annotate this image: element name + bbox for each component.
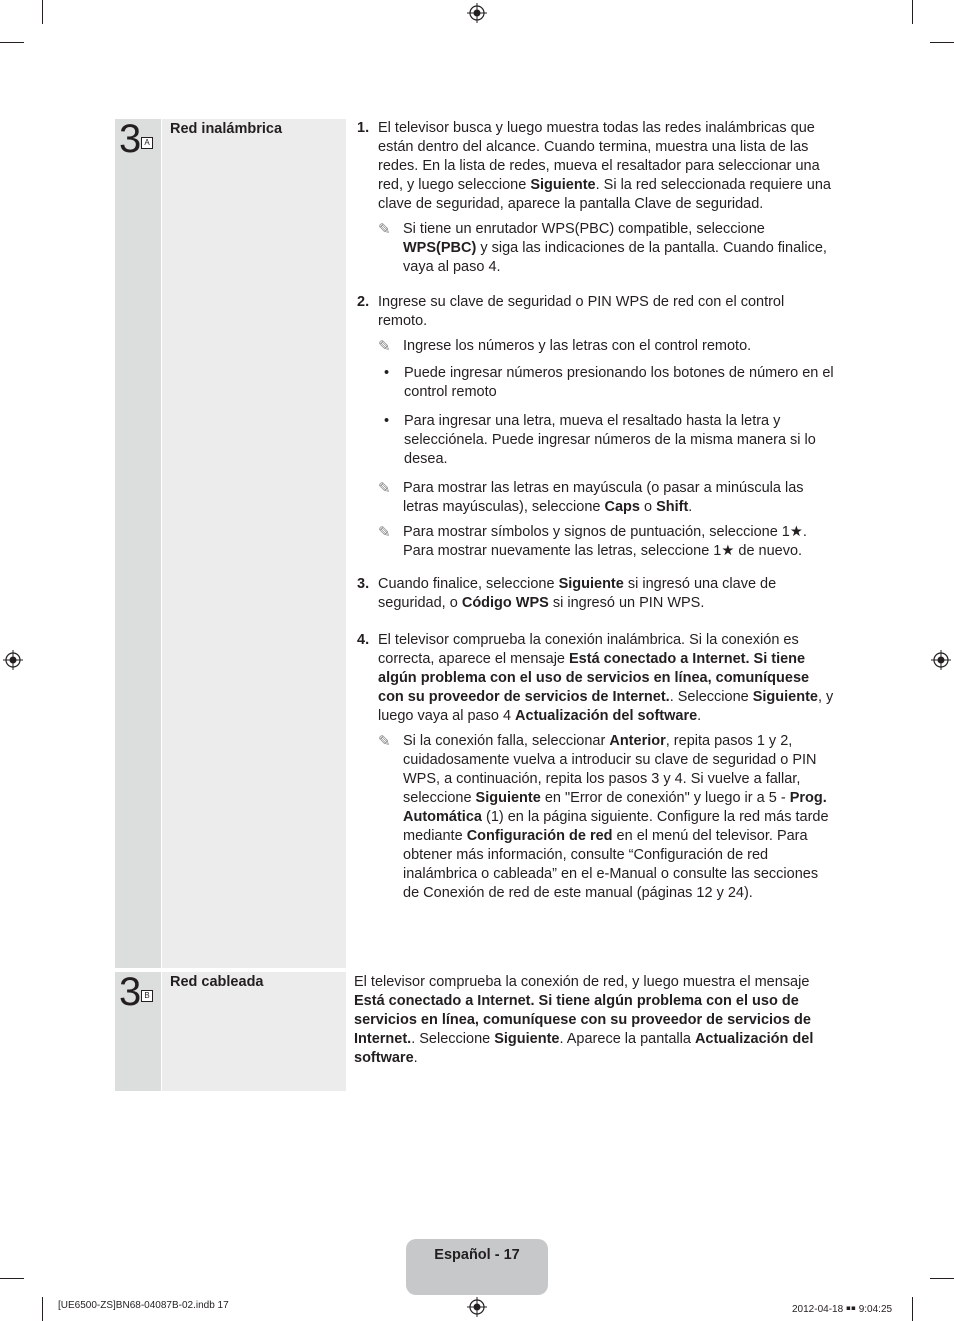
note-text: y siga las indicaciones de la pantalla. Cuando finalice, vaya al paso 4. [403, 240, 827, 275]
pencil-note-icon: ✎ [378, 733, 391, 750]
registration-mark-icon [467, 3, 487, 23]
list-item [354, 293, 834, 561]
step-number: 3 [119, 970, 142, 1014]
crop-mark [0, 1278, 24, 1279]
bullet-icon: • [384, 413, 390, 429]
crop-mark [0, 42, 24, 43]
print-slug-right: 2012-04-18 ￭￭ 9:04:25 [792, 1304, 893, 1315]
list-item [354, 119, 834, 277]
bullet-text: Para ingresar una letra, mueva el resaltado hasta la letra y selecciónela. Puede ingresar números de la misma manera si lo desea. [404, 413, 816, 467]
step-label-cell [162, 972, 346, 1091]
crop-mark [930, 42, 954, 43]
note-text: en "Error de conexión" y luego ir a 5 - [540, 790, 790, 806]
note-text: en el menú del televisor. Para obtener más información, consulte “Configuración de red inalámbrica o cableada” en el e-Manual o consulte las secciones de Conexión de red de este manual (páginas 12 y 24). [403, 828, 819, 901]
crop-mark [930, 1278, 954, 1279]
note [378, 732, 834, 903]
pencil-note-icon: ✎ [378, 524, 391, 541]
menu-term: Configuración de red [466, 828, 613, 844]
item-text: . [697, 708, 702, 724]
menu-term: WPS(PBC) [403, 240, 477, 256]
item-text: si ingresó una clave de seguridad, o [378, 576, 777, 611]
list-item [354, 575, 834, 613]
step-b-body [354, 973, 834, 1068]
crop-mark [912, 1297, 913, 1321]
pencil-note-icon: ✎ [378, 221, 391, 238]
menu-term: Siguiente [475, 790, 541, 806]
registration-mark-icon [467, 1297, 487, 1317]
message-text: Está conectado a Internet. Si tiene algún problema con el uso de servicios en línea, comuníquese con su proveedor de servicios de Internet. [378, 651, 810, 705]
menu-term: Shift [656, 499, 689, 515]
bullet-text: Puede ingresar números presionando los botones de número en el control remoto [404, 365, 834, 400]
step-letter-badge: B [141, 990, 153, 1002]
registration-mark-icon [3, 650, 23, 670]
star-icon: ★ [721, 543, 735, 559]
item-text: Cuando finalice, seleccione [378, 576, 559, 592]
note [378, 479, 834, 517]
menu-term: Anterior [609, 733, 666, 749]
note-text: o [639, 499, 657, 515]
note-text: Para mostrar las letras en mayúscula (o pasar a minúscula las letras mayúsculas), seleccione [403, 480, 804, 515]
step-number-cell [115, 119, 161, 968]
registration-mark-icon [931, 650, 951, 670]
item-text: . Si la red seleccionada requiere una clave de seguridad, aparece la pantalla Clave de seguridad. [378, 177, 831, 212]
note [378, 523, 834, 561]
item-number: 2. [357, 294, 370, 310]
menu-term: Siguiente [752, 689, 818, 705]
note-text: Para mostrar símbolos y signos de puntuación, seleccione 1 [403, 524, 790, 540]
item-number: 4. [357, 632, 370, 648]
crop-mark [42, 0, 43, 24]
step-letter-badge: A [141, 137, 153, 149]
menu-term: Siguiente [530, 177, 596, 193]
item-text: Ingrese su clave de seguridad o PIN WPS de red con el control remoto. [378, 294, 785, 329]
note-text: de nuevo. [734, 543, 803, 559]
note-text: (1) en la página siguiente. Configure la red más tarde mediante [403, 809, 829, 844]
menu-term: Actualización del software [354, 1031, 814, 1066]
item-text: . Seleccione [669, 689, 753, 705]
step-number: 3 [119, 117, 142, 161]
menu-term: Siguiente [494, 1031, 560, 1047]
note-text: Si la conexión falla, seleccionar [403, 733, 610, 749]
step-label: Red inalámbrica [170, 121, 283, 137]
item-text: , y luego vaya al paso 4 [378, 689, 834, 724]
step-label: Red cableada [170, 974, 264, 990]
item-number: 3. [357, 576, 370, 592]
menu-term: Actualización del software [515, 708, 698, 724]
page-number-tab [406, 1239, 548, 1295]
note-text: , repita pasos 1 y 2, cuidadosamente vuelva a introducir su clave de seguridad o PIN WPS, a continuación, repita los pasos 3 y 4. Si vuelve a fallar, seleccione [403, 733, 817, 806]
step-number-cell [115, 972, 161, 1091]
pencil-note-icon: ✎ [378, 338, 391, 355]
item-text: El televisor busca y luego muestra todas las redes inalámbricas que están dentro del alcance. Cuando termina, muestra una lista de las redes. En la lista de redes, mueva el resaltador para seleccionar una red, y luego seleccione [378, 120, 820, 193]
item-text: El televisor comprueba la conexión inalámbrica. Si la conexión es correcta, aparece el mensaje [378, 632, 799, 667]
item-text: . Seleccione [411, 1031, 495, 1047]
item-text: El televisor comprueba la conexión de red, y luego muestra el mensaje [354, 974, 810, 990]
bullet-item [354, 364, 834, 402]
menu-term: Siguiente [558, 576, 624, 592]
list-item [354, 631, 834, 903]
note-text: . Para mostrar nuevamente las letras, seleccione 1 [403, 524, 807, 559]
page-number: Español - 17 [434, 1247, 520, 1263]
note-text: Si tiene un enrutador WPS(PBC) compatible, seleccione [403, 221, 765, 237]
note-text: Ingrese los números y las letras con el control remoto. [403, 338, 752, 354]
star-icon: ★ [789, 524, 803, 540]
bullet-item [354, 412, 834, 469]
menu-term: Prog. Automática [403, 790, 827, 825]
item-text: . [413, 1050, 418, 1066]
note [378, 220, 834, 277]
step-label-cell [162, 119, 346, 968]
crop-mark [912, 0, 913, 24]
item-text: si ingresó un PIN WPS. [548, 595, 705, 611]
item-text: . Aparece la pantalla [559, 1031, 695, 1047]
menu-term: Código WPS [461, 595, 549, 611]
note-text: . [688, 499, 693, 515]
crop-mark [42, 1297, 43, 1321]
message-text: Está conectado a Internet. Si tiene algún problema con el uso de servicios en línea, comuníquese con su proveedor de servicios de Internet. [354, 993, 811, 1047]
note [378, 337, 834, 356]
print-slug-left: [UE6500-ZS]BN68-04087B-02.indb 17 [58, 1300, 229, 1311]
step-a-body [354, 119, 834, 913]
pencil-note-icon: ✎ [378, 480, 391, 497]
menu-term: Caps [604, 499, 640, 515]
item-number: 1. [357, 120, 370, 136]
bullet-icon: • [384, 365, 390, 381]
